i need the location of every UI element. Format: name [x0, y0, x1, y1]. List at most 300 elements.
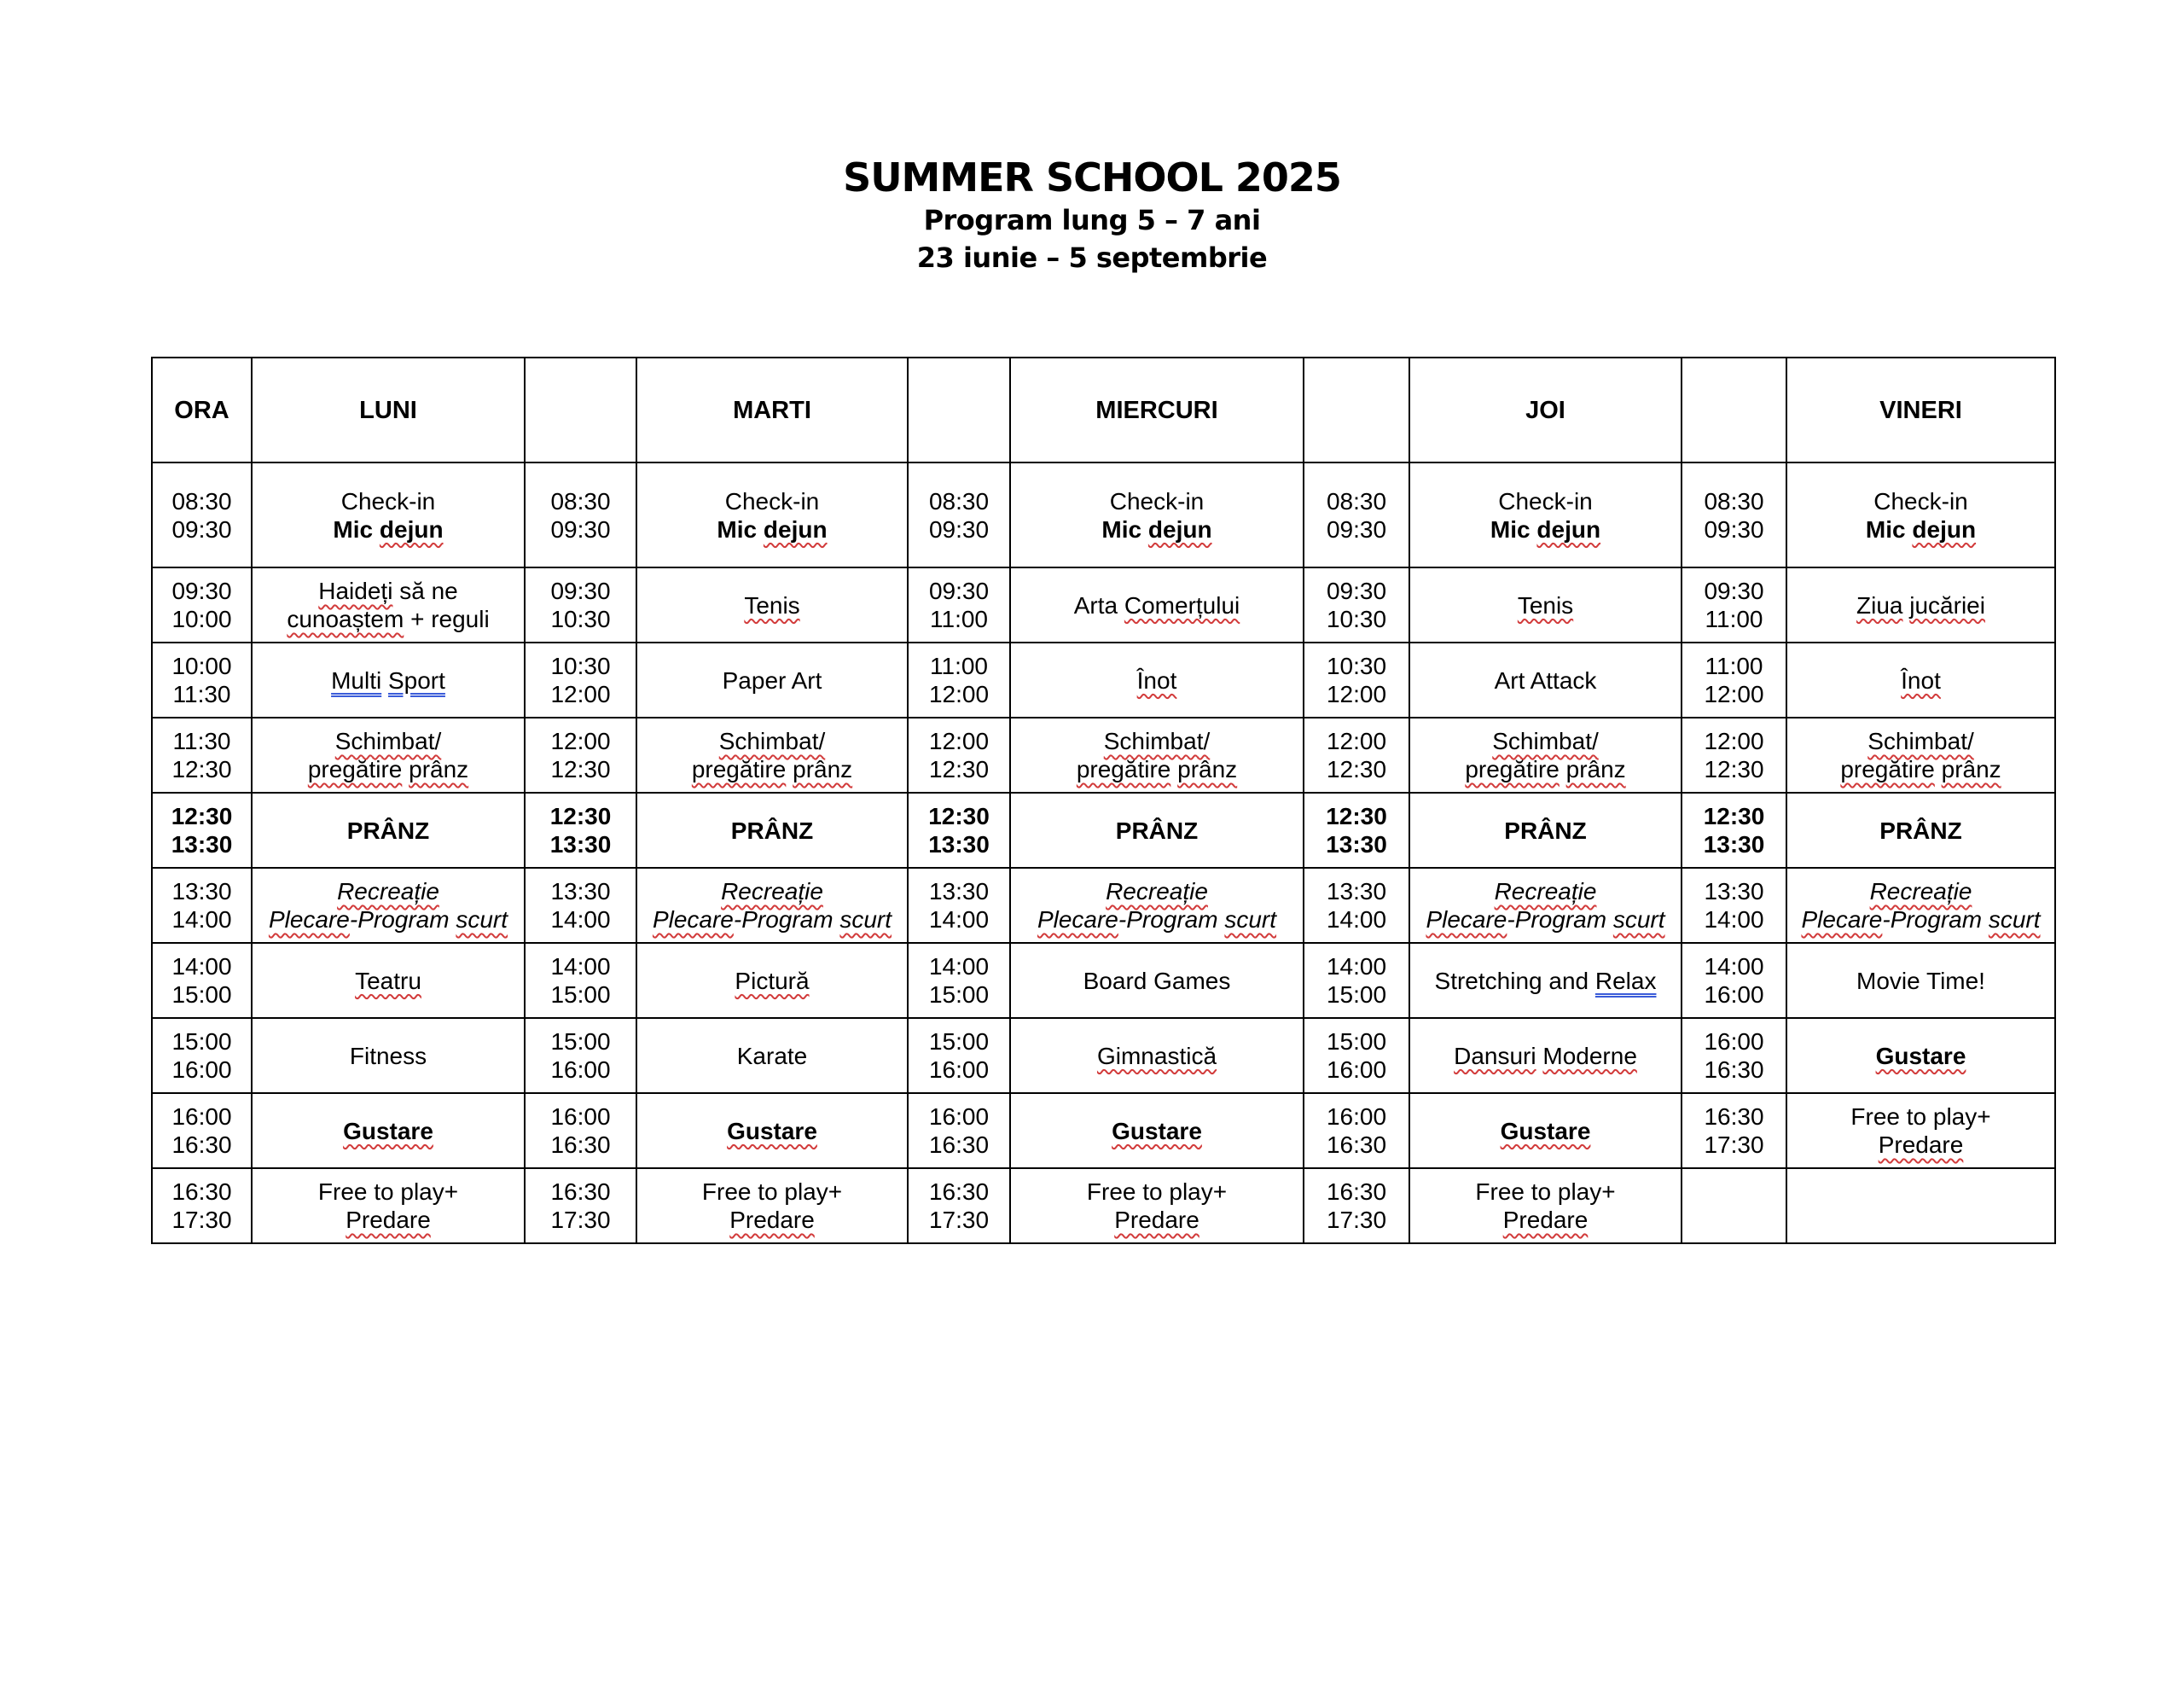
- time-cell: [908, 567, 1010, 643]
- end-time: 15:00: [1326, 981, 1387, 1008]
- activity-text: Check-in: [1498, 487, 1593, 515]
- schedule-row: [152, 643, 2055, 718]
- end-time: 14:00: [550, 906, 611, 933]
- time-cell: [525, 643, 636, 718]
- start-time: 12:00: [1326, 728, 1387, 754]
- time-cell: [1304, 462, 1409, 567]
- activity-cell-marti: [636, 462, 908, 567]
- activity-text: Plecare-Program scurt: [1426, 906, 1665, 933]
- start-time: 15:00: [550, 1028, 611, 1055]
- end-time: 11:00: [1705, 606, 1763, 632]
- activity-cell-luni: [252, 567, 525, 643]
- activity-text: Schimbat/: [718, 728, 826, 754]
- activity-text: Plecare-Program scurt: [1037, 906, 1277, 933]
- activity-text: Înot: [1901, 666, 1941, 694]
- activity-text: pregătire prânz: [691, 756, 853, 782]
- activity-cell-joi: [1409, 1018, 1682, 1093]
- start-time: 12:30: [171, 803, 233, 829]
- time-cell: [525, 793, 636, 868]
- end-time: 16:30: [1326, 1131, 1387, 1158]
- activity-cell-joi: [1409, 1168, 1682, 1243]
- time-cell: [1304, 567, 1409, 643]
- end-time: 16:00: [1326, 1056, 1387, 1083]
- activity-cell-joi: [1409, 567, 1682, 643]
- end-time: 13:30: [549, 831, 612, 858]
- time-cell: [908, 1168, 1010, 1243]
- activity-text: Free to play+: [701, 1178, 843, 1205]
- end-time: 14:00: [1326, 906, 1387, 933]
- time-cell: [525, 868, 636, 943]
- time-cell: [1682, 718, 1786, 793]
- activity-cell-marti: [636, 1168, 908, 1243]
- time-cell: [1304, 1018, 1409, 1093]
- header-cell-luni: [252, 358, 525, 462]
- end-time: 11:30: [172, 681, 231, 707]
- time-cell: [908, 1093, 1010, 1168]
- schedule-row: [152, 943, 2055, 1018]
- activity-text: Schimbat/: [1867, 728, 1974, 754]
- start-time: 12:00: [1704, 728, 1764, 754]
- activity-text: Board Games: [1083, 967, 1231, 994]
- activity-text: Gustare: [1875, 1042, 1966, 1069]
- time-cell: [525, 718, 636, 793]
- activity-text: pregătire prânz: [1840, 756, 2001, 782]
- time-cell: [908, 793, 1010, 868]
- end-time: 12:30: [928, 756, 990, 782]
- schedule-table: [151, 357, 2056, 1244]
- activity-text: Stretching and Relax: [1434, 967, 1657, 994]
- start-time: 09:30: [1704, 578, 1764, 604]
- start-time: 09:30: [171, 578, 232, 604]
- start-time: 14:00: [928, 953, 990, 980]
- activity-text: PRÂNZ: [346, 817, 430, 844]
- time-cell: [908, 462, 1010, 567]
- start-time: 08:30: [550, 487, 611, 515]
- start-time: 12:30: [1703, 803, 1765, 829]
- header-cell-time-3: [908, 358, 1010, 462]
- activity-text: Haideți să ne: [318, 578, 458, 604]
- time-cell: [1304, 1168, 1409, 1243]
- time-cell: [152, 718, 252, 793]
- time-cell: [152, 943, 252, 1018]
- start-time: 08:30: [1704, 487, 1764, 515]
- schedule-row: [152, 1168, 2055, 1243]
- activity-text: Arta Comerțului: [1073, 591, 1240, 619]
- start-time: 11:30: [172, 728, 231, 754]
- page-title: SUMMER SCHOOL 2025: [843, 154, 1341, 201]
- end-time: 13:30: [171, 831, 233, 858]
- activity-cell-miercuri: [1010, 793, 1304, 868]
- activity-cell-luni: [252, 868, 525, 943]
- end-time: 16:00: [550, 1056, 611, 1083]
- activity-text: Free to play+: [1475, 1178, 1616, 1205]
- end-time: 09:30: [1704, 515, 1764, 543]
- activity-text: Mic dejun: [717, 515, 828, 543]
- activity-cell-vineri: [1786, 643, 2055, 718]
- activity-text: Ziua jucăriei: [1856, 591, 1985, 619]
- end-time: 09:30: [928, 515, 990, 543]
- activity-cell-miercuri: [1010, 1168, 1304, 1243]
- time-cell: [152, 868, 252, 943]
- start-time: 13:30: [928, 878, 990, 905]
- end-time: 16:30: [1704, 1056, 1764, 1083]
- end-time: 12:30: [1326, 756, 1387, 782]
- schedule-row: [152, 718, 2055, 793]
- start-time: 12:00: [550, 728, 611, 754]
- activity-text: PRÂNZ: [1879, 817, 1962, 844]
- activity-cell-vineri: [1786, 718, 2055, 793]
- end-time: 11:00: [930, 606, 988, 632]
- start-time: 10:00: [171, 653, 232, 679]
- time-cell: [1304, 643, 1409, 718]
- start-time: 15:00: [928, 1028, 990, 1055]
- time-cell: [1682, 462, 1786, 567]
- page-subtitle: Program lung 5 – 7 ani: [923, 204, 1261, 236]
- start-time: 12:30: [1326, 803, 1387, 829]
- start-time: 16:00: [928, 1103, 990, 1130]
- end-time: 12:30: [550, 756, 611, 782]
- time-cell: [1304, 718, 1409, 793]
- activity-text: PRÂNZ: [1504, 817, 1587, 844]
- activity-text: Free to play+: [317, 1178, 459, 1205]
- time-cell: [1682, 567, 1786, 643]
- time-cell: [1682, 943, 1786, 1018]
- header-cell-time-5: [1682, 358, 1786, 462]
- activity-cell-miercuri: [1010, 643, 1304, 718]
- activity-text: Check-in: [724, 487, 820, 515]
- activity-text: Predare: [1878, 1131, 1964, 1158]
- start-time: 15:00: [171, 1028, 232, 1055]
- activity-cell-vineri: [1786, 567, 2055, 643]
- activity-text: Predare: [1502, 1207, 1589, 1233]
- time-cell: [1682, 1093, 1786, 1168]
- activity-text: PRÂNZ: [1115, 817, 1199, 844]
- end-time: 10:00: [171, 606, 232, 632]
- activity-text: Predare: [346, 1207, 431, 1233]
- time-cell: [152, 643, 252, 718]
- activity-text: Gustare: [1500, 1117, 1591, 1144]
- start-time: 08:30: [1326, 487, 1387, 515]
- header-cell-time-2: [525, 358, 636, 462]
- activity-text: Predare: [1114, 1207, 1199, 1233]
- start-time: 14:00: [171, 953, 232, 980]
- activity-cell-vineri: [1786, 1018, 2055, 1093]
- start-time: 12:30: [928, 803, 990, 829]
- end-time: 17:30: [928, 1207, 990, 1233]
- start-time: 08:30: [928, 487, 990, 515]
- activity-text: Recreație: [721, 878, 823, 905]
- activity-cell-joi: [1409, 868, 1682, 943]
- time-cell: [908, 643, 1010, 718]
- time-cell: [152, 462, 252, 567]
- start-time: 16:30: [928, 1178, 990, 1205]
- activity-cell-miercuri: [1010, 868, 1304, 943]
- header-cell-ora: [152, 358, 252, 462]
- activity-text: Movie Time!: [1856, 967, 1985, 994]
- end-time: 12:30: [1704, 756, 1764, 782]
- time-cell: [525, 462, 636, 567]
- activity-cell-luni: [252, 718, 525, 793]
- activity-cell-luni: [252, 1168, 525, 1243]
- end-time: 09:30: [171, 515, 232, 543]
- header-label: JOI: [1525, 396, 1565, 424]
- start-time: 10:30: [550, 653, 611, 679]
- time-cell: [1304, 943, 1409, 1018]
- start-time: 09:30: [550, 578, 611, 604]
- activity-cell-vineri: [1786, 943, 2055, 1018]
- activity-cell-miercuri: [1010, 1018, 1304, 1093]
- activity-cell-miercuri: [1010, 567, 1304, 643]
- end-time: 14:00: [1704, 906, 1764, 933]
- time-cell: [908, 718, 1010, 793]
- start-time: 11:00: [930, 653, 988, 679]
- time-cell: [525, 1018, 636, 1093]
- page-dates: 23 iunie – 5 septembrie: [916, 241, 1268, 274]
- start-time: 13:30: [1326, 878, 1387, 905]
- end-time: 13:30: [1703, 831, 1765, 858]
- end-time: 13:30: [928, 831, 990, 858]
- activity-text: Schimbat/: [1492, 728, 1599, 754]
- time-cell: [908, 868, 1010, 943]
- activity-text: pregătire prânz: [1465, 756, 1626, 782]
- activity-cell-marti: [636, 793, 908, 868]
- activity-text: Mic dejun: [1101, 515, 1212, 543]
- activity-text: Mic dejun: [1490, 515, 1601, 543]
- activity-text: Plecare-Program scurt: [268, 906, 508, 933]
- activity-text: Înot: [1136, 666, 1177, 694]
- end-time: 12:00: [1326, 681, 1387, 707]
- activity-text: Recreație: [337, 878, 439, 905]
- start-time: 14:00: [1704, 953, 1764, 980]
- header-label: MARTI: [733, 396, 811, 424]
- activity-text: PRÂNZ: [730, 817, 814, 844]
- activity-cell-luni: [252, 943, 525, 1018]
- schedule-row: [152, 462, 2055, 567]
- schedule-row: [152, 868, 2055, 943]
- activity-cell-marti: [636, 718, 908, 793]
- activity-cell-miercuri: [1010, 1093, 1304, 1168]
- start-time: 16:30: [1704, 1103, 1764, 1130]
- time-cell: [152, 1018, 252, 1093]
- activity-text: pregătire prânz: [1076, 756, 1238, 782]
- end-time: 10:30: [1326, 606, 1387, 632]
- activity-text: Fitness: [349, 1042, 427, 1069]
- activity-cell-vineri: [1786, 868, 2055, 943]
- activity-cell-vineri: [1786, 1093, 2055, 1168]
- activity-text: Free to play+: [1086, 1178, 1228, 1205]
- header-label: MIERCURI: [1095, 396, 1218, 424]
- activity-text: Gimnastică: [1096, 1042, 1217, 1069]
- end-time: 12:30: [171, 756, 232, 782]
- activity-text: Predare: [729, 1207, 815, 1233]
- end-time: 16:30: [928, 1131, 990, 1158]
- time-cell: [525, 567, 636, 643]
- activity-cell-joi: [1409, 1093, 1682, 1168]
- end-time: 13:30: [1326, 831, 1387, 858]
- time-cell: [1682, 643, 1786, 718]
- activity-text: Gustare: [1112, 1117, 1202, 1144]
- start-time: 08:30: [171, 487, 232, 515]
- end-time: 14:00: [928, 906, 990, 933]
- activity-text: Free to play+: [1850, 1103, 1991, 1130]
- time-cell: [1682, 1168, 1786, 1243]
- start-time: 16:30: [171, 1178, 232, 1205]
- schedule-row: [152, 1018, 2055, 1093]
- header-cell-joi: [1409, 358, 1682, 462]
- activity-text: Gustare: [343, 1117, 433, 1144]
- activity-text: Schimbat/: [334, 728, 442, 754]
- activity-text: Plecare-Program scurt: [652, 906, 892, 933]
- activity-text: Gustare: [727, 1117, 817, 1144]
- time-cell: [152, 1168, 252, 1243]
- end-time: 16:00: [928, 1056, 990, 1083]
- end-time: 16:30: [550, 1131, 611, 1158]
- end-time: 16:00: [171, 1056, 232, 1083]
- schedule-row: [152, 793, 2055, 868]
- activity-text: Mic dejun: [1865, 515, 1977, 543]
- start-time: 09:30: [928, 578, 990, 604]
- title-block: [0, 154, 2184, 276]
- activity-text: Karate: [736, 1042, 808, 1069]
- time-cell: [908, 943, 1010, 1018]
- activity-text: Mic dejun: [333, 515, 444, 543]
- activity-text: cunoaștem + reguli: [287, 606, 490, 632]
- activity-cell-marti: [636, 1093, 908, 1168]
- activity-cell-miercuri: [1010, 943, 1304, 1018]
- time-cell: [1304, 793, 1409, 868]
- header-cell-vineri: [1786, 358, 2055, 462]
- activity-text: Recreație: [1106, 878, 1208, 905]
- end-time: 12:00: [550, 681, 611, 707]
- start-time: 14:00: [550, 953, 611, 980]
- start-time: 13:30: [1704, 878, 1764, 905]
- activity-text: Art Attack: [1494, 666, 1597, 694]
- header-label: ORA: [174, 396, 229, 424]
- activity-text: Recreație: [1869, 878, 1972, 905]
- activity-cell-luni: [252, 643, 525, 718]
- end-time: 09:30: [1326, 515, 1387, 543]
- activity-cell-joi: [1409, 643, 1682, 718]
- time-cell: [525, 1168, 636, 1243]
- activity-text: Dansuri Moderne: [1454, 1042, 1637, 1069]
- end-time: 16:30: [171, 1131, 232, 1158]
- time-cell: [152, 1093, 252, 1168]
- activity-cell-luni: [252, 1093, 525, 1168]
- activity-cell-luni: [252, 462, 525, 567]
- time-cell: [1304, 1093, 1409, 1168]
- activity-cell-joi: [1409, 943, 1682, 1018]
- start-time: 14:00: [1326, 953, 1387, 980]
- header-label: LUNI: [359, 396, 417, 424]
- activity-text: Check-in: [1109, 487, 1205, 515]
- activity-cell-marti: [636, 868, 908, 943]
- time-cell: [152, 567, 252, 643]
- activity-text: Paper Art: [722, 666, 822, 694]
- header-row: [152, 358, 2055, 462]
- time-cell: [908, 1018, 1010, 1093]
- end-time: 17:30: [171, 1207, 232, 1233]
- end-time: 17:30: [550, 1207, 611, 1233]
- end-time: 15:00: [171, 981, 232, 1008]
- activity-cell-joi: [1409, 718, 1682, 793]
- header-cell-time-4: [1304, 358, 1409, 462]
- time-cell: [1304, 868, 1409, 943]
- start-time: 09:30: [1326, 578, 1387, 604]
- start-time: 16:00: [550, 1103, 611, 1130]
- activity-cell-luni: [252, 793, 525, 868]
- time-cell: [525, 943, 636, 1018]
- start-time: 15:00: [1326, 1028, 1387, 1055]
- start-time: 12:00: [928, 728, 990, 754]
- activity-cell-marti: [636, 567, 908, 643]
- time-cell: [1682, 1018, 1786, 1093]
- header-label: VINERI: [1879, 396, 1962, 424]
- end-time: 17:30: [1704, 1131, 1764, 1158]
- activity-cell-marti: [636, 643, 908, 718]
- activity-cell-vineri: [1786, 462, 2055, 567]
- end-time: 17:30: [1326, 1207, 1387, 1233]
- activity-text: Multi Sport: [331, 666, 445, 694]
- end-time: 15:00: [550, 981, 611, 1008]
- start-time: 10:30: [1326, 653, 1387, 679]
- start-time: 16:30: [1326, 1178, 1387, 1205]
- schedule-row: [152, 567, 2055, 643]
- time-cell: [1682, 793, 1786, 868]
- activity-cell-vineri: [1786, 793, 2055, 868]
- time-cell: [152, 793, 252, 868]
- activity-cell-miercuri: [1010, 462, 1304, 567]
- activity-text: Plecare-Program scurt: [1801, 906, 2041, 933]
- start-time: 11:00: [1705, 653, 1763, 679]
- end-time: 10:30: [550, 606, 611, 632]
- activity-cell-miercuri: [1010, 718, 1304, 793]
- activity-text: Check-in: [340, 487, 436, 515]
- activity-text: Tenis: [1517, 591, 1574, 619]
- end-time: 14:00: [171, 906, 232, 933]
- activity-cell-marti: [636, 1018, 908, 1093]
- start-time: 16:30: [550, 1178, 611, 1205]
- start-time: 16:00: [171, 1103, 232, 1130]
- start-time: 12:30: [549, 803, 612, 829]
- start-time: 13:30: [171, 878, 232, 905]
- activity-text: pregătire prânz: [307, 756, 469, 782]
- header-cell-miercuri: [1010, 358, 1304, 462]
- start-time: 16:00: [1704, 1028, 1764, 1055]
- end-time: 12:00: [928, 681, 990, 707]
- activity-text: Check-in: [1873, 487, 1968, 515]
- start-time: 16:00: [1326, 1103, 1387, 1130]
- activity-text: Tenis: [744, 591, 800, 619]
- activity-cell-vineri: [1786, 1168, 2055, 1243]
- start-time: 13:30: [550, 878, 611, 905]
- activity-text: Teatru: [355, 967, 421, 994]
- schedule-row: [152, 1093, 2055, 1168]
- activity-cell-marti: [636, 943, 908, 1018]
- activity-text: Schimbat/: [1103, 728, 1211, 754]
- time-cell: [525, 1093, 636, 1168]
- end-time: 15:00: [928, 981, 990, 1008]
- activity-text: Pictură: [735, 967, 810, 994]
- activity-cell-joi: [1409, 462, 1682, 567]
- end-time: 09:30: [550, 515, 611, 543]
- time-cell: [1682, 868, 1786, 943]
- activity-text: Recreație: [1494, 878, 1597, 905]
- end-time: 12:00: [1704, 681, 1764, 707]
- end-time: 16:00: [1704, 981, 1764, 1008]
- header-cell-marti: [636, 358, 908, 462]
- activity-cell-joi: [1409, 793, 1682, 868]
- activity-cell-luni: [252, 1018, 525, 1093]
